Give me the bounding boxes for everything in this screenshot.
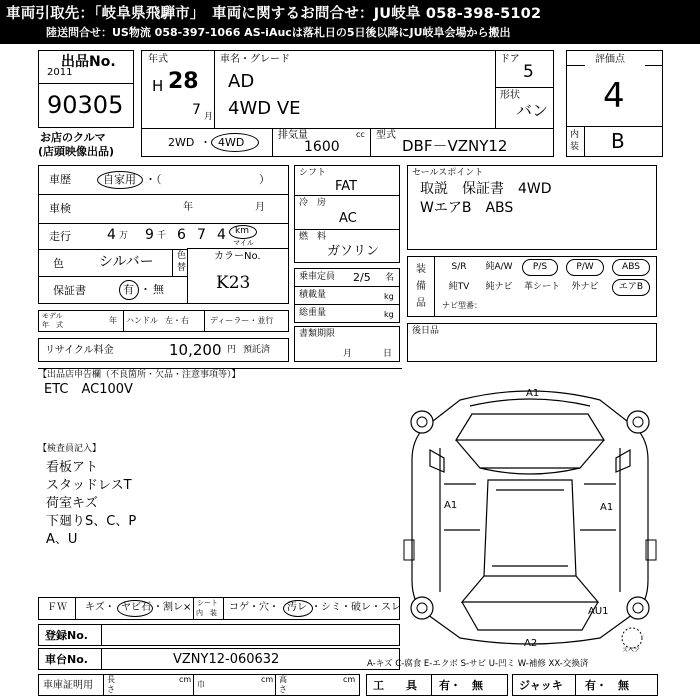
floor-stain: ヤビ石 bbox=[121, 602, 151, 613]
sales-line-1: 取説 保証書 4WD bbox=[420, 181, 552, 197]
garage-cert-row bbox=[38, 674, 360, 696]
drive-4wd: 4WD bbox=[218, 136, 245, 149]
spare-label: スペア bbox=[622, 647, 641, 652]
equip-abs: ABS bbox=[612, 259, 650, 276]
weight-label: 総重量 bbox=[299, 308, 327, 318]
inspector-line-1: 看板アト bbox=[46, 460, 99, 475]
mark-left-a1: A1 bbox=[444, 500, 458, 511]
length-cm: cm bbox=[179, 675, 192, 684]
chassis-label: 車台No. bbox=[45, 653, 88, 666]
later-items-label: 後日品 bbox=[412, 326, 440, 336]
warranty-yes: 有 bbox=[123, 283, 134, 296]
seat-label-1: シート bbox=[197, 599, 218, 607]
fuel-label: 燃 料 bbox=[299, 232, 327, 242]
mark-front-a1: A1 bbox=[526, 388, 540, 399]
capacity-label: 乗車定員 bbox=[299, 272, 336, 282]
recycle-label: リサイクル料金 bbox=[45, 345, 114, 356]
damage-legend: A-キズ C-腐食 E-エクボ S-サビ U-凹ミ W-補修 XX-交換済 bbox=[367, 659, 589, 669]
car-name: AD bbox=[228, 71, 255, 92]
floor-options: キズ・ bbox=[85, 602, 115, 613]
lot-year-tag: 2011 bbox=[47, 67, 73, 78]
interior-value: B bbox=[611, 129, 625, 153]
equip-leather: 革シート bbox=[523, 282, 560, 292]
header-line-1: 車両引取先：「岐阜県飛騨市」 車両に関するお問合せ：JU岐阜 058-398-5102 bbox=[6, 6, 542, 22]
deadline-box bbox=[294, 326, 400, 362]
mileage-u2: 千 bbox=[157, 231, 167, 241]
sales-label: セールスポイント bbox=[412, 168, 484, 178]
recycle-note: 預託済 bbox=[243, 345, 271, 355]
capacity-unit: 名 bbox=[385, 273, 395, 283]
history-close: ） bbox=[259, 173, 270, 186]
deadline-month-unit: 月 bbox=[343, 349, 353, 359]
month-value: 7 bbox=[192, 102, 201, 118]
mileage-d3: 6 bbox=[177, 227, 186, 243]
color-no-box bbox=[187, 248, 289, 304]
model-year-row bbox=[38, 310, 289, 332]
length-label-2: さ bbox=[107, 685, 115, 694]
mileage-d2: 9 bbox=[145, 227, 154, 243]
ac-label: 冷 房 bbox=[299, 198, 327, 208]
color-label: 色 bbox=[53, 257, 64, 270]
seat-dirt: 汚レ bbox=[287, 602, 307, 613]
equip-sr: S/R bbox=[451, 262, 467, 272]
height-label-1: 高 bbox=[279, 675, 287, 684]
sales-point-box bbox=[407, 165, 657, 250]
name-grade-label: 車名・グレード bbox=[220, 54, 290, 65]
jack-value: 有・ 無 bbox=[585, 679, 629, 692]
height-cm: cm bbox=[343, 675, 356, 684]
year-value: 28 bbox=[168, 69, 199, 94]
equipment-label-1: 装 bbox=[416, 264, 426, 275]
later-items-box bbox=[407, 323, 657, 362]
warranty-no: 無 bbox=[153, 283, 164, 296]
model-year-label-2: 年 式 bbox=[42, 321, 63, 329]
height-label-2: さ bbox=[279, 685, 287, 694]
header-bar bbox=[0, 0, 700, 44]
registration-row bbox=[38, 624, 400, 646]
equip-ext-navi: 外ナビ bbox=[571, 282, 599, 292]
inspector-label: 【検査員記入】 bbox=[38, 444, 102, 454]
doors-label: ドア bbox=[500, 54, 520, 65]
equip-tv: 純TV bbox=[448, 282, 470, 292]
shape-value: バン bbox=[516, 101, 549, 120]
tools-box bbox=[366, 674, 508, 696]
floor-options-2: ・割レ× bbox=[153, 602, 192, 613]
seat-options-2: ・シミ・破レ・スレ bbox=[311, 602, 401, 613]
car-grade: 4WD VE bbox=[228, 98, 301, 119]
history-label: 車歴 bbox=[49, 173, 71, 186]
model-label: 型式 bbox=[376, 130, 396, 141]
garage-cert-label: 車庫証明用 bbox=[43, 680, 93, 691]
seat-options: コゲ・穴・ bbox=[229, 602, 279, 613]
load-unit: kg bbox=[384, 292, 394, 301]
handle-label: ハンドル bbox=[126, 316, 158, 325]
recycle-value: 10,200 bbox=[169, 341, 222, 359]
chassis-row bbox=[38, 648, 400, 670]
recycle-unit: 円 bbox=[227, 345, 237, 355]
mark-rear-right-au1: AU1 bbox=[588, 606, 609, 617]
sales-line-2: WエアB ABS bbox=[420, 200, 514, 216]
drive-sep: ・ bbox=[200, 136, 211, 149]
equipment-box bbox=[407, 256, 657, 317]
color-no-value: K23 bbox=[216, 273, 251, 293]
notes-label: 【出品店申告欄（不良箇所・欠品・注意事項等）】 bbox=[38, 370, 241, 380]
displacement-label: 排気量 bbox=[278, 130, 308, 141]
equipment-label-2: 備 bbox=[416, 281, 426, 292]
model-year-unit: 年 bbox=[109, 316, 117, 325]
width-label: 巾 bbox=[197, 680, 205, 689]
mileage-label: 走行 bbox=[49, 230, 71, 243]
jack-box bbox=[512, 674, 658, 696]
lot-label: 出品No. bbox=[61, 54, 116, 70]
deadline-label: 書類期限 bbox=[299, 329, 336, 339]
seat-label-2: 内 装 bbox=[196, 609, 217, 617]
lot-number: 90305 bbox=[47, 91, 124, 119]
color-no-label: カラーNo. bbox=[214, 251, 261, 262]
model-value: DBF－VZNY12 bbox=[402, 137, 508, 155]
drive-2wd: 2WD bbox=[168, 136, 195, 149]
weight-unit: kg bbox=[384, 310, 394, 319]
ac-value: AC bbox=[339, 211, 357, 226]
mark-right-a1: A1 bbox=[600, 502, 614, 513]
spec-box bbox=[294, 165, 400, 263]
capacity-value: 2/5 bbox=[353, 271, 371, 284]
floor-label: ＦＷ bbox=[47, 602, 67, 613]
deadline-day-unit: 日 bbox=[383, 349, 393, 359]
warranty-label: 保証書 bbox=[53, 284, 86, 297]
score-label: 評価点 bbox=[595, 54, 625, 65]
interior-label-2: 装 bbox=[570, 142, 580, 152]
width-cm: cm bbox=[261, 675, 274, 684]
length-label-1: 長 bbox=[107, 675, 115, 684]
color-change-1: 色 bbox=[177, 251, 187, 261]
car-condition-diagram bbox=[400, 380, 660, 652]
color-change-2: 替 bbox=[177, 263, 187, 273]
shape-label: 形状 bbox=[500, 90, 520, 101]
notes-value: ETC AC100V bbox=[44, 382, 133, 397]
tools-value: 有・ 無 bbox=[439, 679, 483, 692]
equip-airbag: エアB bbox=[612, 279, 650, 296]
capacity-box bbox=[294, 268, 400, 323]
mileage-u1: 万 bbox=[119, 231, 129, 241]
dealer-label: ディーラー・並行 bbox=[210, 316, 274, 325]
mark-rear-a2: A2 bbox=[524, 638, 538, 649]
month-unit: 月 bbox=[204, 112, 214, 122]
fuel-value: ガソリン bbox=[327, 244, 380, 259]
handle-options: 左・右 bbox=[165, 316, 189, 325]
floor-interior-row bbox=[38, 597, 400, 620]
era-label: H bbox=[152, 77, 164, 95]
inspector-line-2: スタッドレスT bbox=[46, 478, 132, 493]
mileage-d5: 4 bbox=[217, 227, 226, 243]
history-own: 自家用 bbox=[103, 173, 136, 186]
equip-navi: 純ナビ bbox=[485, 282, 513, 292]
history-paren: ・（ bbox=[145, 173, 162, 186]
mileage-d1: 4 bbox=[107, 227, 116, 243]
equip-power-window: P/W bbox=[566, 259, 604, 276]
mileage-km: km bbox=[235, 226, 249, 236]
displacement-value: 1600 bbox=[304, 139, 340, 155]
jack-label: ジャッキ bbox=[519, 679, 563, 692]
registration-label: 登録No. bbox=[45, 629, 88, 642]
color-value: シルバー bbox=[99, 254, 154, 270]
tools-label: 工 具 bbox=[373, 679, 417, 692]
header-line-2: 陸送問合せ：US物流 058-397-1066 AS-iAucは落札日の5日後以降にJU岐阜会場から搬出 bbox=[46, 26, 511, 39]
shift-label: シフト bbox=[299, 168, 327, 178]
shop-video-label: (店頭映像出品) bbox=[38, 145, 115, 158]
equip-alloy-wheel: 純A/W bbox=[485, 262, 513, 272]
mileage-mile: マイル bbox=[233, 239, 254, 247]
inspector-line-4: 下廻りS、C、P bbox=[46, 514, 137, 529]
cc-unit: cc bbox=[356, 130, 365, 139]
vehicle-box bbox=[141, 50, 554, 157]
load-label: 積載量 bbox=[299, 290, 327, 300]
equipment-label-3: 品 bbox=[416, 298, 426, 309]
inspection-year-unit: 年 bbox=[183, 202, 193, 213]
score-value: 4 bbox=[603, 76, 625, 116]
equip-power-steering: P/S bbox=[522, 259, 558, 276]
score-box bbox=[566, 50, 663, 157]
doors-value: 5 bbox=[523, 62, 534, 82]
chassis-value: VZNY12-060632 bbox=[173, 652, 280, 667]
inspection-month-unit: 月 bbox=[255, 202, 265, 213]
inspector-line-5: A、U bbox=[46, 532, 78, 547]
navi-model-label: ナビ型番： bbox=[442, 301, 482, 310]
model-year-label-1: モデル bbox=[42, 312, 63, 320]
shift-value: FAT bbox=[335, 179, 358, 194]
warranty-sep: ・ bbox=[140, 283, 151, 296]
interior-label-1: 内 bbox=[570, 130, 580, 140]
shop-car-label: お店のクルマ bbox=[40, 131, 106, 144]
mileage-d4: 7 bbox=[197, 227, 206, 243]
recycle-row bbox=[38, 338, 289, 362]
year-label: 年式 bbox=[148, 54, 168, 65]
lot-box bbox=[38, 50, 134, 128]
inspector-line-3: 荷室キズ bbox=[46, 496, 98, 511]
inspection-label: 車検 bbox=[49, 202, 71, 215]
